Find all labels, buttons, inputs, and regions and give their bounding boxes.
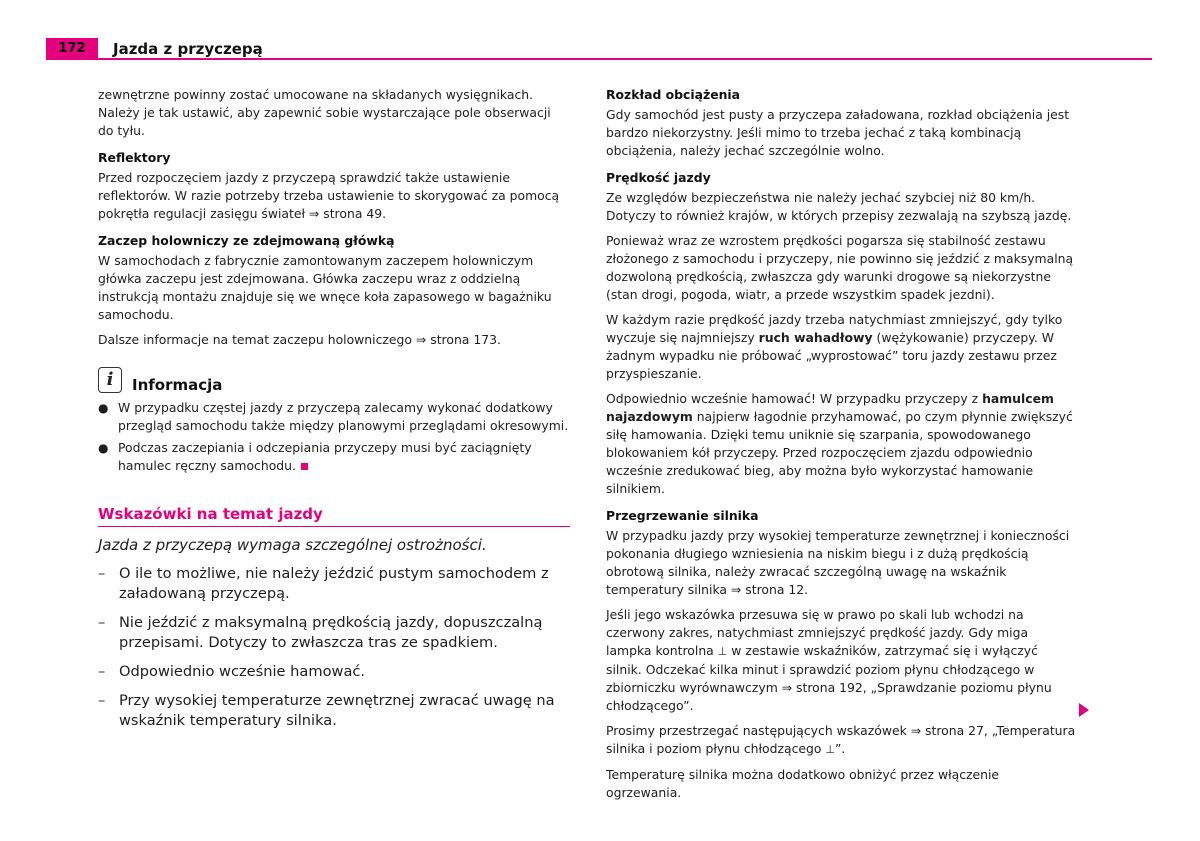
info-bullet-text: [118, 439, 570, 475]
info-title: Informacja: [132, 376, 223, 394]
heading-reflektory: Reflektory: [98, 150, 171, 165]
dash-icon: –: [98, 663, 106, 680]
paragraph-przegrzewanie-4: Temperaturę silnika można dodatkowo obniżyć przez włączenie ogrzewania.: [606, 767, 1000, 800]
left-column: [98, 86, 570, 740]
tip-text: Przy wysokiej temperaturze zewnętrznej zwracać uwagę na wskaźnik temperatury silnika.: [119, 692, 555, 729]
paragraph-zaczep-2: Dalsze informacje na temat zaczepu holowniczego ⇒ strona 173.: [98, 332, 501, 347]
info-bullet-item: [98, 439, 570, 475]
end-of-section-icon: [301, 463, 308, 470]
text-fragment: ”.: [835, 741, 846, 756]
heading-predkosc: Prędkość jazdy: [606, 170, 711, 185]
tip-text: Odpowiednio wcześnie hamować.: [119, 663, 366, 680]
text-fragment: Odpowiednio wcześnie hamować! W przypadku przyczepy z: [606, 391, 983, 406]
info-icon: i: [98, 367, 122, 393]
paragraph-zaczep-1: W samochodach z fabrycznie zamontowanym zaczepem holowniczym główka zaczepu jest zdejmowana. Główka zaczepu wraz z oddzielną instrukcją montażu znajduje się we wnęce koła zapasowego w bagażniku samochodu.: [98, 253, 552, 322]
bullet-icon: ●: [98, 401, 109, 415]
paragraph-rozklad: Gdy samochód jest pusty a przyczepa załadowana, rozkład obciążenia jest bardzo niekorzystny. Jeśli mimo to trzeba jechać z taką kombinacją obciążenia, należy jechać szczególnie wolno.: [606, 107, 1070, 158]
right-column: [606, 86, 1076, 809]
text-fragment: w zestawie wskaźników, zatrzymać się i wyłączyć silnik. Odczekać kilka minut i sprawdzić poziom płynu chłodzącego w zbiorniczku wyrównawczym ⇒ strona 192, „Sprawdzanie poziomu płynu chłodzącego”.: [606, 643, 1052, 713]
info-box: [98, 365, 570, 475]
bold-term: ruch wahadłowy: [758, 330, 873, 345]
heading-zaczep: Zaczep holowniczy ze zdejmowaną główką: [98, 233, 395, 248]
paragraph-reflektory: Przed rozpoczęciem jazdy z przyczepą sprawdzić także ustawienie reflektorów. W razie potrzeby trzeba ustawienie to skorygować za pomocą pokrętła regulacji zasięgu świateł ⇒ strona 49.: [98, 170, 560, 221]
tip-item: [98, 613, 570, 653]
info-bullet-text: W przypadku częstej jazdy z przyczepą zalecamy wykonać dodatkowy przegląd samochodu także między planowymi przeglądami okresowymi.: [118, 400, 569, 433]
tip-item: [98, 662, 570, 682]
text-fragment: (wężykowanie) przyczepy. W żadnym wypadku nie próbować „wyprostować” toru jazdy zestawu przez przyspieszanie.: [606, 330, 1057, 381]
paragraph-predkosc-1: Ze względów bezpieczeństwa nie należy jechać szybciej niż 80 km/h. Dotyczy to również krajów, w których przepisy zezwalają na szybszą jazdę.: [606, 190, 1072, 223]
text-fragment: Prosimy przestrzegać następujących wskazówek ⇒ strona 27, „Temperatura silnika i poziom płynu chłodzącego: [606, 723, 1076, 756]
paragraph-predkosc-3: [606, 311, 1076, 383]
info-header: [98, 365, 570, 395]
tip-text: Nie jeździć z maksymalną prędkością jazdy, dopuszczalną przepisami. Dotyczy to zwłaszcza tras ze spadkiem.: [119, 614, 543, 651]
running-title: Jazda z przyczepą: [113, 40, 263, 58]
tip-item: [98, 691, 570, 731]
coolant-temperature-icon: ⊥: [717, 645, 728, 658]
paragraph-przegrzewanie-2: [606, 606, 1076, 715]
info-bullet-item: [98, 399, 570, 435]
section-title: Wskazówki na temat jazdy: [98, 505, 570, 527]
dash-icon: –: [98, 614, 106, 631]
dash-icon: –: [98, 565, 106, 582]
dash-icon: –: [98, 692, 106, 709]
paragraph-przegrzewanie-1: W przypadku jazdy przy wysokiej temperaturze zewnętrznej i konieczności pokonania długiego wzniesienia na niskim biegu i z dużą prędkością obrotową silnika, należy zwracać szczególną uwagę na wskaźnik temperatury silnika ⇒ strona 12.: [606, 528, 1070, 597]
heading-rozklad: Rozkład obciążenia: [606, 87, 741, 102]
triangle-right-icon: [1079, 703, 1089, 717]
heading-przegrzewanie: Przegrzewanie silnika: [606, 508, 759, 523]
info-bullet-text-content: Podczas zaczepiania i odczepiania przyczepy musi być zaciągnięty hamulec ręczny samochodu.: [118, 440, 532, 473]
bullet-icon: ●: [98, 441, 109, 455]
paragraph-predkosc-4: [606, 390, 1076, 498]
bold-term: hamulcem najazdowym: [606, 391, 1054, 424]
tip-item: [98, 564, 570, 604]
paragraph-predkosc-2: Ponieważ wraz ze wzrostem prędkości pogarsza się stabilność zestawu złożonego z samochodu i przyczepy, nie powinno się jeździć z maksymalną dozwoloną prędkością, zwłaszcza gdy warunki drogowe są niekorzystne (stan drogi, pogoda, wiatr, a przede wszystkim spadek jezdni).: [606, 233, 1074, 302]
coolant-temperature-icon: ⊥: [825, 743, 835, 756]
section-intro: Jazda z przyczepą wymaga szczególnej ostrożności.: [98, 536, 487, 554]
paragraph-intro: zewnętrzne powinny zostać umocowane na składanych wysięgnikach. Należy je tak ustawić, aby zapewnić sobie wystarczające pole obserwacji do tyłu.: [98, 87, 551, 138]
text-fragment: Jeśli jego wskazówka przesuwa się w prawo po skali lub wchodzi na czerwony zakres, natychmiast zmniejszyć prędkość jazdy. Gdy miga lampka kontrolna: [606, 607, 1029, 658]
paragraph-przegrzewanie-3: [606, 722, 1076, 759]
page-number: 172: [46, 38, 98, 60]
text-fragment: W każdym razie prędkość jazdy trzeba natychmiast zmniejszyć, gdy tylko wyczuje się najmniejszy: [606, 312, 1063, 345]
text-fragment: najpierw łagodnie przyhamować, po czym płynnie zwiększyć siłę hamowania. Dzięki temu uniknie się szarpania, spowodowanego blokowaniem kół przyczepy. Przed rozpoczęciem zjazdu odpowiednio wcześnie zredukować bieg, aby można było wykorzystać hamowanie silnikiem.: [606, 409, 1073, 496]
tip-text: O ile to możliwe, nie należy jeździć pustym samochodem z załadowaną przyczepą.: [119, 565, 549, 602]
